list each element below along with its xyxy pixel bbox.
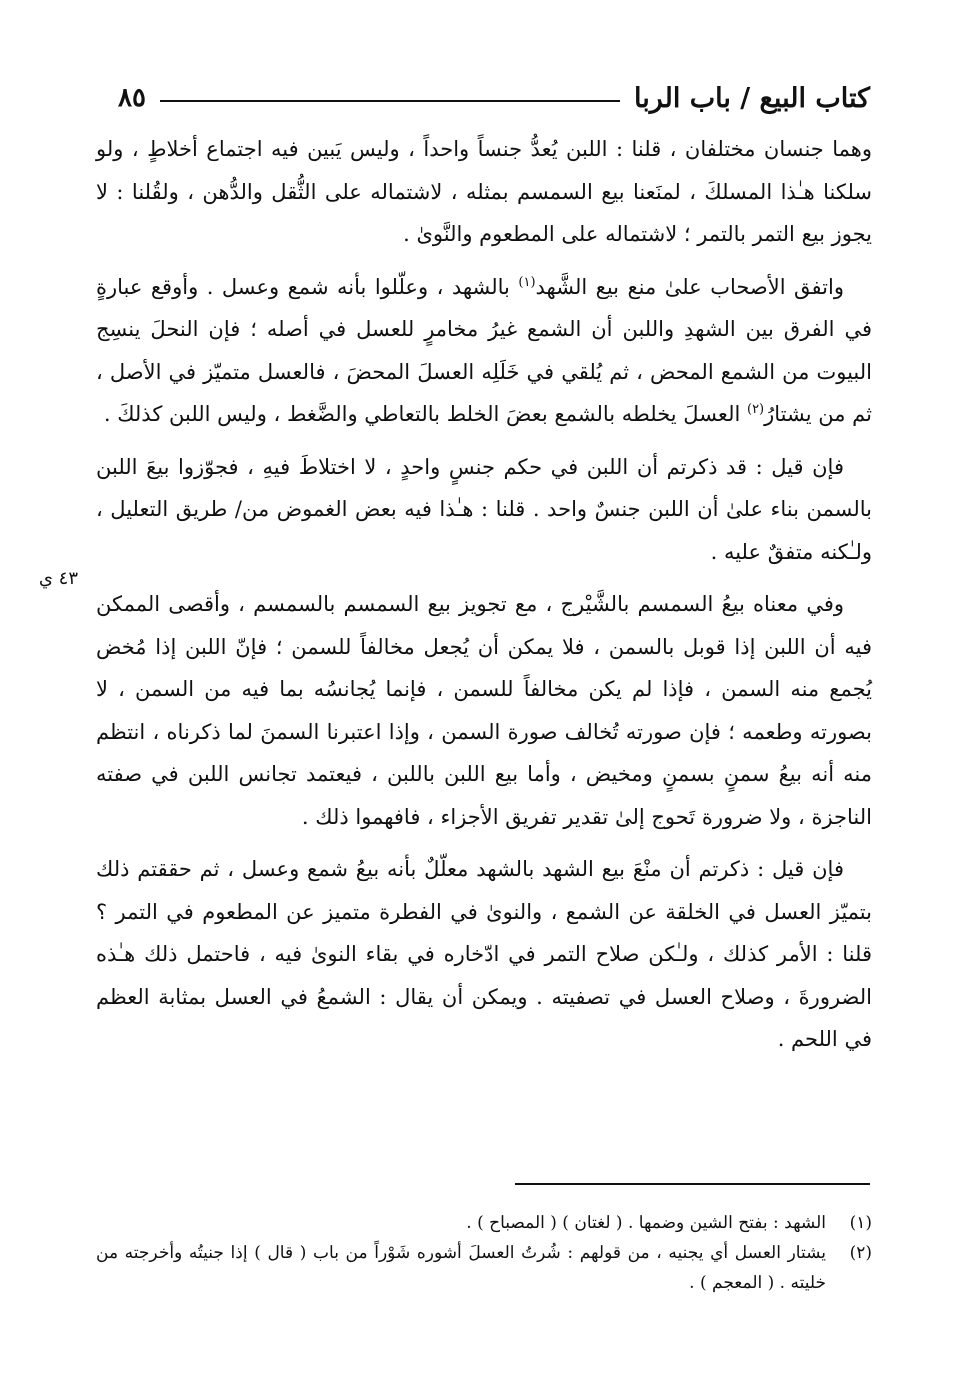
footnote-2 bbox=[96, 1238, 872, 1298]
footnote-2-text: يشتار العسل أي يجنيه ، من قولهم : شُرتُ العسلَ أشوره شَوْراً من باب ( قال ) إذا جنيتُه وأخرجته من خليته . ( المعجم ) . bbox=[96, 1243, 826, 1293]
paragraph-5-text: فإن قيل : ذكرتم أن منْعَ بيع الشهد بالشهد معلّلٌ بأنه بيعُ شمع وعسل ، ثم حققتم ذلك بتميّز العسل في الخلقة عن الشمع ، والنوىٰ في الفطرة متميز عن المطعوم في التمر ؟ قلنا : الأمر كذلك ، ولـٰكن صلاح التمر في ادّخاره في بقاء النوىٰ فيه ، فاحتمل ذلك هـٰذه الضرورةَ ، وصلاح العسل في تصفيته . ويمكن أن يقال : الشمعُ في العسل بمثابة العظم في اللحم . bbox=[96, 857, 872, 1051]
paragraph-2-text-c: العسلَ يخلطه بالشمع بعضَ الخلط بالتعاطي والضَّغط ، وليس اللبن كذلكَ . bbox=[103, 402, 747, 426]
paragraph-3 bbox=[96, 446, 872, 574]
footnote-separator bbox=[515, 1183, 870, 1185]
main-text bbox=[96, 128, 872, 1061]
paragraph-5 bbox=[96, 848, 872, 1061]
footnote-1-number: (١) bbox=[849, 1213, 872, 1233]
page-number: ٨٥ bbox=[118, 83, 146, 113]
paragraph-4-text: وفي معناه بيعُ السمسم بالشَّيْرج ، مع تجويز بيع السمسم بالسمسم ، وأقصى الممكن فيه أن اللبن إذا قوبل بالسمن ، فلا يمكن أن يُجعل مخالفاً للسمن ؛ فإنّ اللبن إذا مُخض يُجمع منه السمن ، فإذا لم يكن مخالفاً للسمن ، فإنما يُجانسُه بما فيه من السمن ، لا بصورته وطعمه ؛ فإن صورته تُخالف صورة السمن ، وإذا اعتبرنا السمنَ لما ذكرناه ، انتظم منه أنه بيعُ سمنٍ بسمنٍ ومخيض ، وأما بيع اللبن باللبن ، فيعتمد تجانس اللبن في صفته الناجزة ، ولا ضرورة تَحوج إلىٰ تقدير تفريق الأجزاء ، فافهموا ذلك . bbox=[96, 592, 872, 829]
running-header bbox=[118, 78, 870, 118]
footnote-2-number: (٢) bbox=[849, 1243, 872, 1263]
footnote-1-text: الشهد : بفتح الشين وضمها . ( لغتان ) ( المصباح ) . bbox=[466, 1213, 826, 1233]
footnote-1 bbox=[96, 1208, 872, 1238]
running-header-title: كتاب البيع / باب الربا bbox=[633, 82, 870, 114]
footnote-ref-1[interactable]: (١) bbox=[518, 274, 536, 290]
paragraph-1-text: وهما جنسان مختلفان ، قلنا : اللبن يُعدُّ جنساً واحداً ، وليس يَبين فيه اجتماع أخلاطٍ ، ولو سلكنا هـٰذا المسلكَ ، لمنَعنا بيع السمسم بمثله ، لاشتماله على الثُّقل والدُّهن ، ولقُلنا : لا يجوز بيع التمر بالتمر ؛ لاشتماله على المطعوم والنَّوىٰ . bbox=[96, 137, 872, 246]
footnotes bbox=[96, 1208, 872, 1298]
paragraph-2-text-b: بالشهد ، وعلّلوا بأنه شمع وعسل . وأوقع عبارةٍ في الفرق بين الشهدِ واللبن أن الشمع غيرُ مخامرٍ للعسل في أصله ؛ فإن النحلَ ينسِج البيوت من الشمع المحض ، ثم يُلقي في خَلَلِه العسلَ المحضَ ، فالعسل متميّز في الأصل ، ثم من يشتارُ bbox=[96, 274, 872, 426]
paragraph-1 bbox=[96, 128, 872, 256]
footnote-ref-2[interactable]: (٢) bbox=[746, 402, 765, 417]
header-rule bbox=[160, 100, 620, 102]
paragraph-3-text: فإن قيل : قد ذكرتم أن اللبن في حكم جنسٍ واحدٍ ، لا اختلاطَ فيهِ ، فجوّزوا بيعَ اللبن بالسمن بناء علىٰ أن اللبن جنسٌ واحد . قلنا : هـٰذا فيه بعض الغموض من/ طريق التعليل ، ولـٰكنه متفقٌ عليه . bbox=[96, 454, 872, 564]
paragraph-4 bbox=[96, 583, 872, 838]
margin-manuscript-marker: ٤٣ ي bbox=[38, 568, 78, 589]
paragraph-2-text-a: واتفق الأصحاب علىٰ منع بيع الشَّهد bbox=[535, 274, 844, 299]
paragraph-2 bbox=[96, 266, 872, 436]
